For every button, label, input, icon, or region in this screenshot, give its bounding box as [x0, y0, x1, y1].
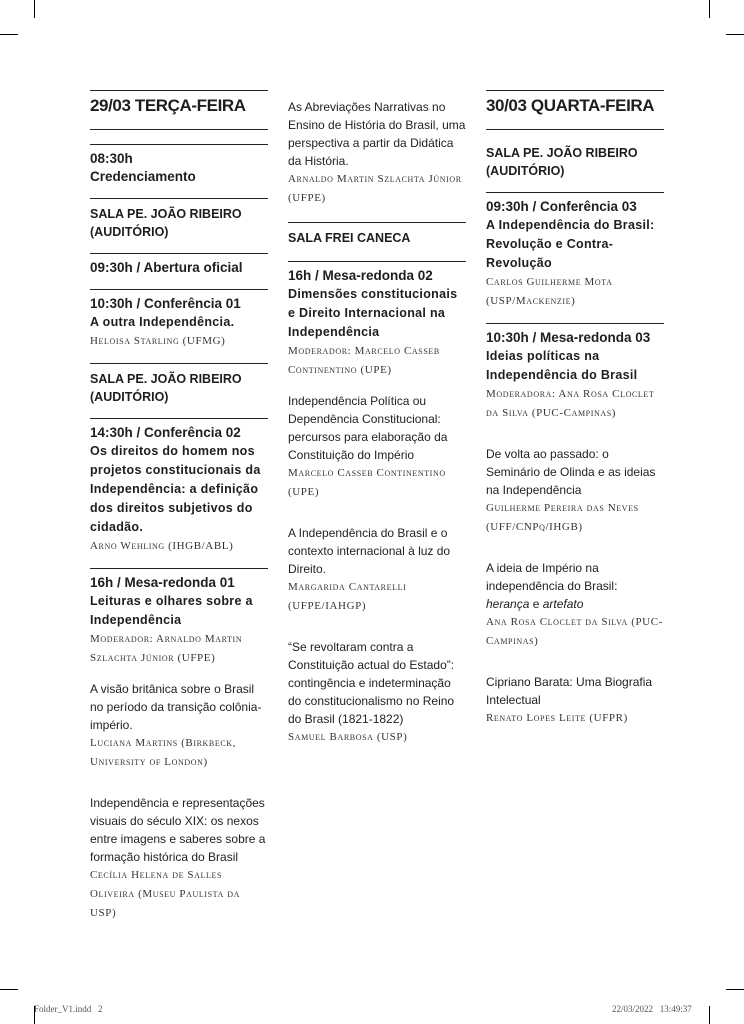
session-conference-02	[90, 418, 268, 556]
session-title: Dimensões constitucionais e Direito Internacional na Independência	[288, 287, 458, 339]
talk-title: Independência Política ou Dependência Constitucional: percursos para elaboração da Constituição do Império	[288, 394, 448, 462]
talk-author: Margarida Cantarelli (UFPE/IAHGP)	[288, 581, 407, 612]
talk-author: Renato Lopes Leite (UFPR)	[486, 712, 628, 724]
talk-title: Independência e representações visuais do século XIX: os nexos entre imagens e saberes sobre a formação histórica do Brasil	[90, 796, 266, 864]
session-heading: 16h / Mesa-redonda 01	[90, 575, 235, 590]
talk-item	[486, 559, 664, 651]
session-roundtable-01	[90, 568, 268, 668]
session-author: Heloisa Starling (UFMG)	[90, 335, 226, 347]
talk-title: As Abreviações Narrativas no Ensino de História do Brasil, uma perspectiva a partir da Didática da História.	[288, 100, 466, 168]
session-roundtable-02	[288, 262, 466, 380]
room-heading: SALA FREI CANECA	[288, 222, 466, 262]
session-heading: 16h / Mesa-redonda 02	[288, 268, 433, 283]
session-roundtable-03	[486, 323, 664, 423]
room-heading: SALA PE. JOÃO RIBEIRO (AUDITÓRIO)	[90, 363, 268, 406]
day-heading: 29/03 TERÇA-FEIRA	[90, 90, 268, 130]
talk-title-text: e	[529, 597, 543, 611]
session-title: A Independência do Brasil: Revolução e Contra-Revolução	[486, 218, 655, 270]
session-opening	[90, 253, 268, 277]
crop-mark	[0, 989, 18, 990]
session-heading: 14:30h / Conferência 02	[90, 425, 241, 440]
talk-title	[486, 559, 664, 613]
session-heading: 10:30h / Mesa-redonda 03	[486, 330, 651, 345]
session-title: Os direitos do homem nos projetos constitucionais da Independência: a definição dos direitos subjetivos do cidadão.	[90, 444, 261, 534]
crop-mark	[709, 1006, 710, 1024]
column-day-1	[90, 90, 268, 945]
talk-item	[288, 524, 466, 616]
session-registration	[90, 144, 268, 186]
crop-mark	[726, 989, 744, 990]
session-moderator: Moderador: Marcelo Casseb Continentino (UPE)	[288, 345, 440, 376]
talk-item	[90, 680, 268, 772]
session-title: Ideias políticas na Independência do Brasil	[486, 349, 638, 382]
talk-title: A visão britânica sobre o Brasil no período da transição colônia-império.	[90, 682, 262, 732]
talk-title: “Se revoltaram contra a Constituição actual do Estado”: contingência e indeterminação do constitucionalismo no Reino do Brasil (1821-1822)	[288, 640, 455, 726]
day-heading: 30/03 QUARTA-FEIRA	[486, 90, 664, 130]
session-label: Credenciamento	[90, 169, 196, 184]
talk-item	[486, 673, 664, 728]
talk-author: Cecília Helena de Salles Oliveira (Museu Paulista da USP)	[90, 869, 240, 919]
session-author: Carlos Guilherme Mota (USP/Mackenzie)	[486, 276, 613, 307]
column-day-2	[486, 90, 664, 750]
talk-author: Arnaldo Martin Szlachta Júnior (UFPE)	[288, 173, 462, 204]
crop-mark	[0, 34, 18, 35]
session-heading: 09:30h / Abertura oficial	[90, 260, 243, 275]
talk-title: Cipriano Barata: Uma Biografia Intelectual	[486, 675, 653, 707]
session-heading: 10:30h / Conferência 01	[90, 296, 241, 311]
talk-author: Luciana Martins (Birkbeck, University of London)	[90, 737, 236, 768]
talk-title-text: A ideia de Império na independência do Brasil:	[486, 561, 618, 593]
talk-author: Marcelo Casseb Continentino (UPE)	[288, 467, 446, 498]
session-moderator: Moderadora: Ana Rosa Cloclet da Silva (PUC-Campinas)	[486, 388, 655, 419]
session-title: A outra Independência.	[90, 315, 235, 329]
talk-title: De volta ao passado: o Seminário de Olinda e as ideias na Independência	[486, 447, 656, 497]
talk-author: Ana Rosa Cloclet da Silva (PUC-Campinas)	[486, 616, 663, 647]
talk-item	[486, 445, 664, 537]
crop-mark	[709, 0, 710, 18]
footer-file-name: Folder_V1.indd 2	[34, 1004, 103, 1014]
talk-item	[288, 98, 466, 208]
session-title: Leituras e olhares sobre a Independência	[90, 594, 253, 627]
crop-mark	[726, 34, 744, 35]
session-author: Arno Wehling (IHGB/ABL)	[90, 540, 234, 552]
crop-mark	[34, 0, 35, 18]
talk-author: Guilherme Pereira das Neves (UFF/CNPq/IHGB)	[486, 502, 639, 533]
talk-title-emphasis: artefato	[542, 597, 584, 611]
talk-item	[90, 794, 268, 923]
column-day-1-continued	[288, 98, 466, 769]
session-heading: 09:30h / Conferência 03	[486, 199, 637, 214]
session-conference-01	[90, 289, 268, 351]
talk-title-emphasis: herança	[486, 597, 530, 611]
talk-item	[288, 392, 466, 502]
talk-author: Samuel Barbosa (USP)	[288, 731, 408, 743]
session-time: 08:30h	[90, 151, 133, 166]
footer-timestamp: 22/03/2022 13:49:37	[612, 1004, 692, 1014]
talk-item	[288, 638, 466, 747]
talk-title: A Independência do Brasil e o contexto internacional à luz do Direito.	[288, 526, 451, 576]
room-heading: SALA PE. JOÃO RIBEIRO (AUDITÓRIO)	[486, 146, 638, 178]
room-heading: SALA PE. JOÃO RIBEIRO (AUDITÓRIO)	[90, 198, 268, 241]
session-moderator: Moderador: Arnaldo Martin Szlachta Júnior (UFPE)	[90, 633, 243, 664]
session-conference-03	[486, 192, 664, 311]
